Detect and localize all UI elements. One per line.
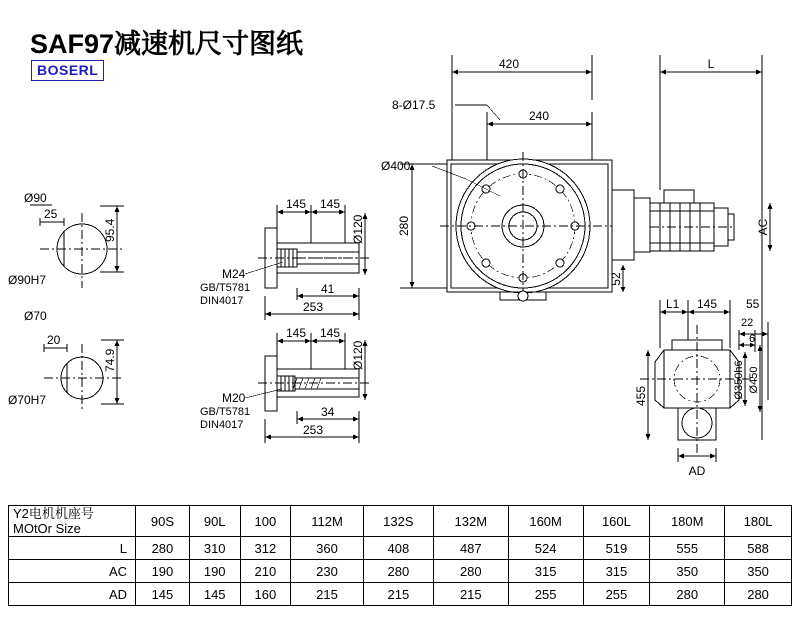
column-header: 180L	[725, 506, 792, 537]
table-cell: 487	[433, 537, 508, 560]
label-145-c: 145	[286, 326, 307, 340]
table-corner-cell	[9, 506, 136, 537]
label-d90: Ø90	[24, 191, 47, 205]
corner-line-2: MOtOr Size	[13, 521, 81, 536]
label-8-holes: 8-Ø17.5	[392, 98, 436, 112]
column-header: 160L	[583, 506, 650, 537]
label-gb-2: GB/T5781	[200, 406, 251, 418]
table-cell: 280	[650, 583, 725, 606]
table-cell: 145	[136, 583, 190, 606]
table-cell: 555	[650, 537, 725, 560]
label-AC: AC	[756, 218, 770, 236]
label-m20: M20	[222, 391, 246, 405]
label-52: 52	[609, 272, 623, 286]
label-6: 6	[749, 333, 756, 345]
row-label: L	[9, 537, 136, 560]
label-d70h7: Ø70H7	[8, 393, 47, 407]
label-95-4: 95.4	[103, 218, 117, 242]
label-gb-1: GB/T5781	[200, 282, 251, 294]
label-d450: Ø450	[748, 366, 760, 394]
brand-badge: BOSERL	[31, 60, 104, 81]
table-row	[9, 537, 792, 560]
table-cell: 145	[189, 583, 240, 606]
label-145-e: 145	[697, 297, 718, 311]
table-cell: 230	[291, 560, 364, 583]
table-cell: 280	[136, 537, 190, 560]
column-header: 180M	[650, 506, 725, 537]
label-145-d: 145	[320, 326, 341, 340]
label-AD: AD	[688, 464, 706, 478]
label-din-2: DIN4017	[200, 419, 244, 431]
table-header-row	[9, 506, 792, 537]
table-cell: 280	[433, 560, 508, 583]
label-34: 34	[321, 405, 335, 419]
corner-line-1: Y2电机机座号	[13, 506, 94, 521]
label-145-a: 145	[286, 197, 307, 211]
label-455: 455	[634, 385, 648, 407]
table-cell: 588	[725, 537, 792, 560]
column-header: 90S	[136, 506, 190, 537]
column-header: 112M	[291, 506, 364, 537]
label-d70: Ø70	[24, 309, 47, 323]
label-25: 25	[44, 207, 58, 221]
label-d350: Ø350h6	[733, 360, 745, 400]
table-row	[9, 583, 792, 606]
table-cell: 255	[508, 583, 583, 606]
label-L: L	[707, 57, 715, 71]
label-253-a: 253	[303, 300, 324, 314]
label-240: 240	[528, 109, 550, 123]
column-header: 90L	[189, 506, 240, 537]
table-cell: 190	[136, 560, 190, 583]
table-cell: 215	[433, 583, 508, 606]
label-280: 280	[397, 215, 411, 237]
table-cell: 315	[583, 560, 650, 583]
label-55: 55	[746, 297, 760, 311]
row-label: AD	[9, 583, 136, 606]
column-header: 132M	[433, 506, 508, 537]
label-d120-b: Ø120	[351, 340, 365, 370]
table-cell: 408	[363, 537, 433, 560]
label-d400: Ø400	[381, 159, 411, 173]
table-cell: 215	[363, 583, 433, 606]
table-cell: 255	[583, 583, 650, 606]
table-cell: 310	[189, 537, 240, 560]
table-cell: 215	[291, 583, 364, 606]
table-cell: 210	[240, 560, 291, 583]
table-cell: 360	[291, 537, 364, 560]
table-cell: 350	[650, 560, 725, 583]
label-420: 420	[498, 57, 520, 71]
label-d90h7: Ø90H7	[8, 273, 47, 287]
table-cell: 312	[240, 537, 291, 560]
column-header: 132S	[363, 506, 433, 537]
table-row	[9, 560, 792, 583]
motor-size-table	[8, 505, 792, 606]
label-41: 41	[321, 282, 335, 296]
column-header: 100	[240, 506, 291, 537]
table-cell: 519	[583, 537, 650, 560]
page-title: SAF97减速机尺寸图纸	[30, 29, 304, 59]
column-header: 160M	[508, 506, 583, 537]
label-20: 20	[47, 333, 61, 347]
table-cell: 280	[363, 560, 433, 583]
table-cell: 190	[189, 560, 240, 583]
label-m24: M24	[222, 267, 246, 281]
table-cell: 160	[240, 583, 291, 606]
table-cell: 315	[508, 560, 583, 583]
label-din-1: DIN4017	[200, 295, 244, 307]
label-d120-a: Ø120	[351, 214, 365, 244]
label-22: 22	[741, 317, 754, 329]
row-label: AC	[9, 560, 136, 583]
label-74-9: 74.9	[103, 348, 117, 372]
label-253-b: 253	[303, 423, 324, 437]
label-L1: L1	[666, 297, 680, 311]
table-cell: 350	[725, 560, 792, 583]
table-cell: 280	[725, 583, 792, 606]
table-cell: 524	[508, 537, 583, 560]
label-145-b: 145	[320, 197, 341, 211]
